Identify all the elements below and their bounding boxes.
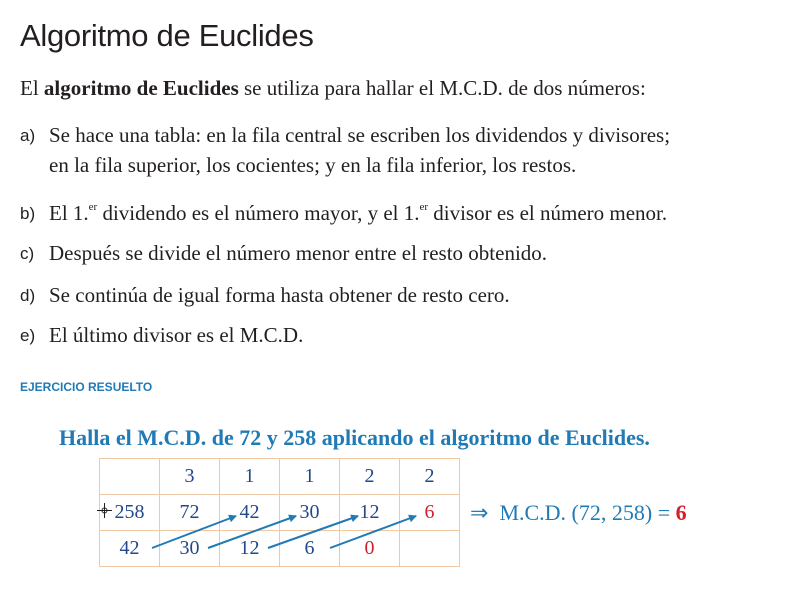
step-marker: d) [20,286,36,305]
exercise-problem: Halla el M.C.D. de 72 y 258 aplicando el algoritmo de Euclides. [59,425,650,450]
step-marker: a) [20,126,36,145]
intro-bold: algoritmo de Euclides [43,76,239,100]
step-text: El último divisor es el M.C.D. [49,323,304,347]
crosshair-cursor-icon [97,503,112,518]
exercise-label: EJERCICIO RESUELTO [20,380,153,394]
step-text: Después se divide el número menor entre el resto obtenido. [49,241,548,265]
gcd-expression: M.C.D. (72, 258) = [499,500,671,525]
page-title: Algoritmo de Euclides [20,18,314,53]
gcd-cell: 6 [400,495,460,531]
remainder-cell: 6 [280,531,340,567]
superscript-er: er [419,201,429,213]
superscript-er: er [88,201,98,213]
dividend-cell: 258 [100,495,160,531]
step-marker: b) [20,204,36,223]
intro-before: El [20,76,44,100]
step-text-line-1: Se hace una tabla: en la fila central se escriben los dividendos y divisores; [49,123,671,147]
step-b-part-2: dividendo es el número mayor, y el 1. [97,201,420,225]
dividend-cell: 12 [340,495,400,531]
quotient-cell: 2 [340,459,400,495]
remainder-cell: 30 [160,531,220,567]
quotient-cell: 1 [280,459,340,495]
step-b-part-1: El 1. [49,201,89,225]
intro-after: se utiliza para hallar el M.C.D. de dos números: [238,76,646,100]
step-b-part-3: divisor es el número menor. [428,201,668,225]
dividend-cell: 72 [160,495,220,531]
step-marker: e) [20,326,36,345]
gcd-value: 6 [675,500,687,525]
implies-arrow-icon: ⇒ [470,500,489,525]
step-text: Se continúa de igual forma hasta obtener de resto cero. [49,283,510,307]
remainder-cell: 42 [100,531,160,567]
step-text-line-2: en la fila superior, los cocientes; y en la fila inferior, los restos. [49,153,577,177]
dividend-cell: 30 [280,495,340,531]
dividend-cell: 42 [220,495,280,531]
remainder-cell: 12 [220,531,280,567]
step-marker: c) [20,244,35,263]
quotient-cell: 2 [400,459,460,495]
gcd-result [470,500,687,526]
quotient-cell: 3 [160,459,220,495]
quotient-cell: 1 [220,459,280,495]
zero-remainder-cell: 0 [340,531,400,567]
